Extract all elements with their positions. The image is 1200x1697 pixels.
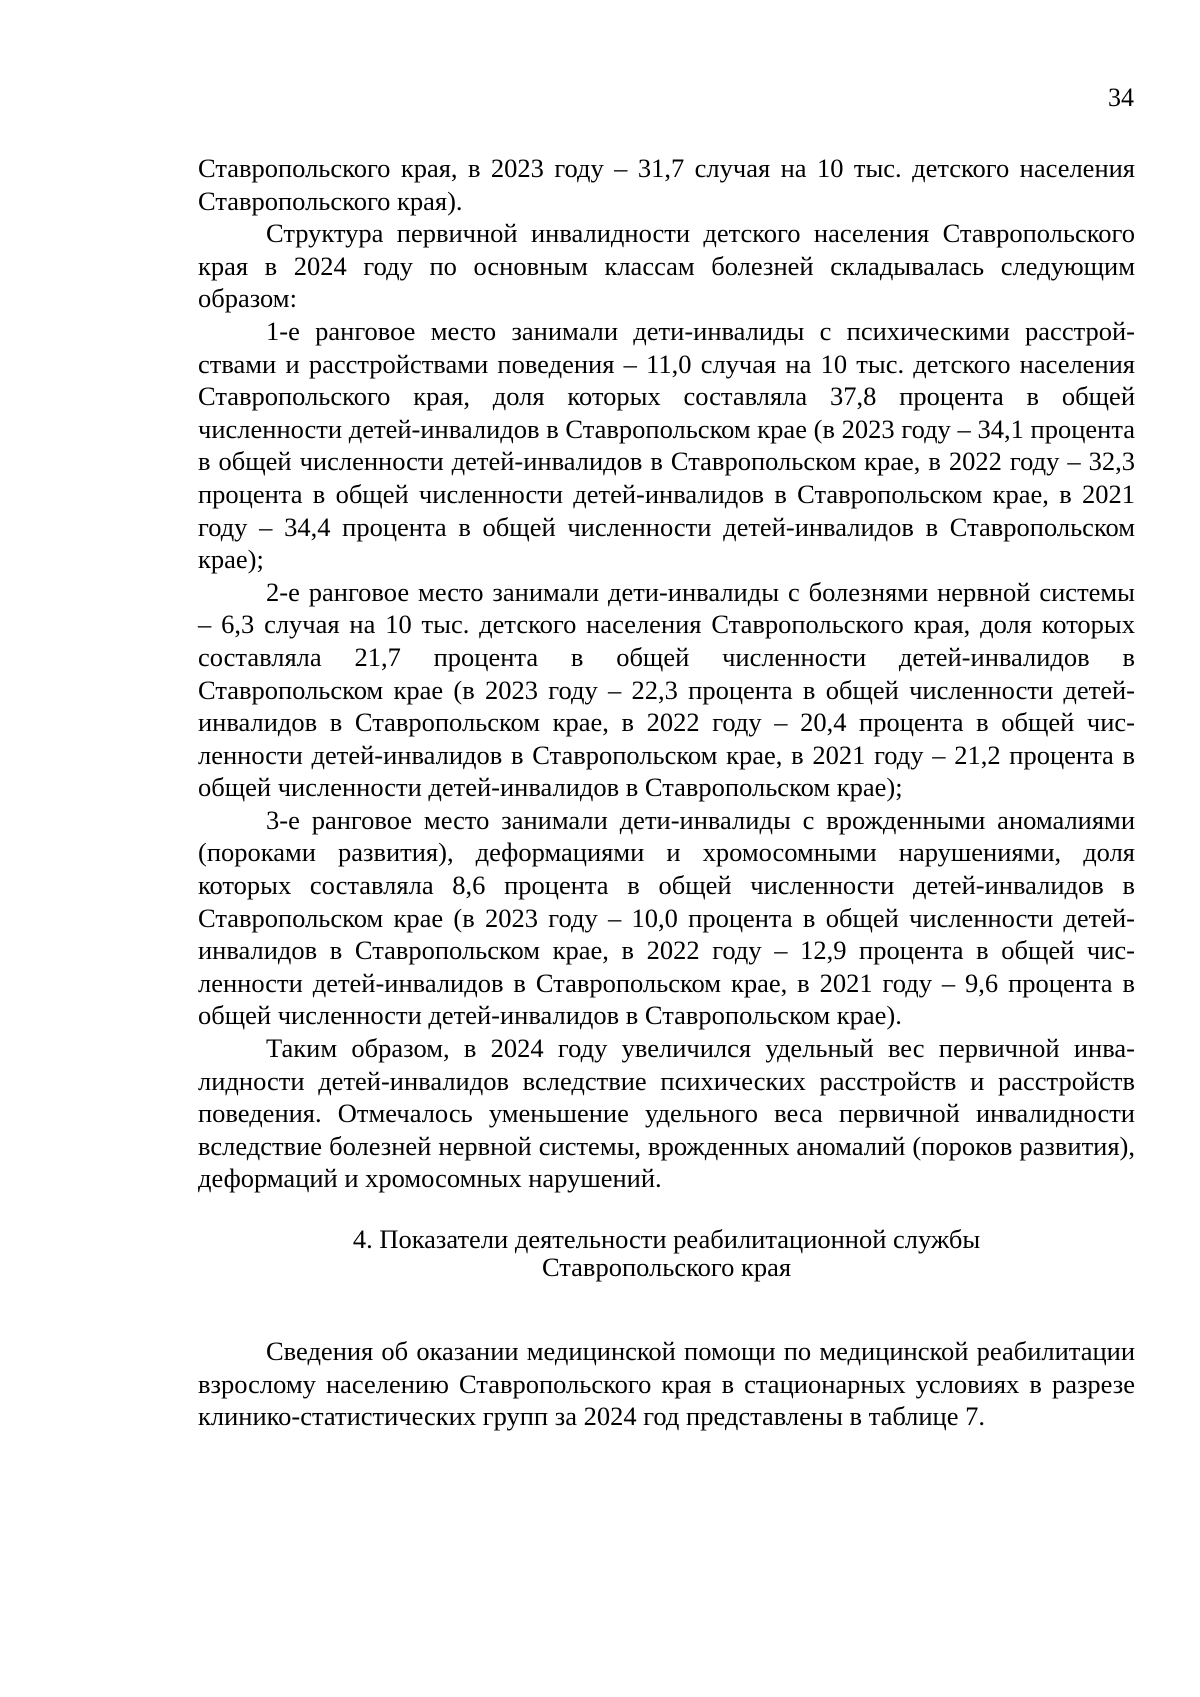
paragraph-structure-intro: Структура первичной инвалидности детского населения Ставропольского края в 2024 году по основным классам болезней складывалась следующим образом: [198,218,1135,314]
page-number: 34 [1108,83,1134,112]
section-heading-line-2: Ставропольского края [541,1252,792,1282]
document-body [198,152,1135,1433]
paragraph-conclusion: Таким образом, в 2024 году увеличился удельный вес первичной инвалидности детей-инвалидов вследствие психических расстройств и расстройств поведения. Отмечалось уменьшение удельного веса первичной инвалидности вследствие болезней нервной системы, врожденных аномалий (пороков развития), деформаций и хромосомных нарушений. [198,1033,1135,1194]
paragraph-rank-2: 2-е ранговое место занимали дети-инвалиды с болезнями нервной системы – 6,3 случая на 10 тыс. детского населения Ставропольского края, доля которых составляла 21,7 процента в общей численности детей-инвалидов в Ставропольском крае (в 2023 году – 22,3 процента в общей численности детей-инвалидов в Ставропольском крае, в 2022 году – 20,4 процента в общей численности детей-инвалидов в Ставропольском крае, в 2021 году – 21,2 процента в общей численности детей-инвалидов в Ставропольском крае); [198,576,1135,803]
section-heading [198,1225,1135,1281]
paragraph-continuation: Ставропольского края, в 2023 году – 31,7 случая на 10 тыс. детского населения Ставропольского края). [198,153,1135,216]
paragraph-rank-1: 1-е ранговое место занимали дети-инвалиды с психическими расстройствами и расстройствами поведения – 11,0 случая на 10 тыс. детского населения Ставропольского края, доля которых составляла 37,8 процента в общей численности детей-инвалидов в Ставропольском крае (в 2023 году – 34,1 процента в общей численности детей-инвалидов в Ставропольском крае, в 2022 году – 32,3 процента в общей численности детей-инвалидов в Ставропольском крае, в 2021 году – 34,4 процента в общей численности детей-инвалидов в Ставропольском крае); [198,315,1135,575]
paragraph-table-reference: Сведения об оказании медицинской помощи по медицинской реабилитации взрослому населению Ставропольского края в стационарных условиях в разрезе клинико-статистических групп за 2024 год представлены в таблице 7. [198,1336,1135,1432]
paragraph-rank-3: 3-е ранговое место занимали дети-инвалиды с врожденными аномалиями (пороками развития), деформациями и хромосомными нарушениями, доля которых составляла 8,6 процента в общей численности детей-инвалидов в Ставропольском крае (в 2023 году – 10,0 процента в общей численности детей-инвалидов в Ставропольском крае, в 2022 году – 12,9 процента в общей численности детей-инвалидов в Ставропольском крае, в 2021 году – 9,6 процента в общей численности детей-инвалидов в Ставропольском крае). [198,804,1135,1031]
section-heading-line-1: 4. Показатели деятельности реабилитационной службы [352,1224,981,1254]
